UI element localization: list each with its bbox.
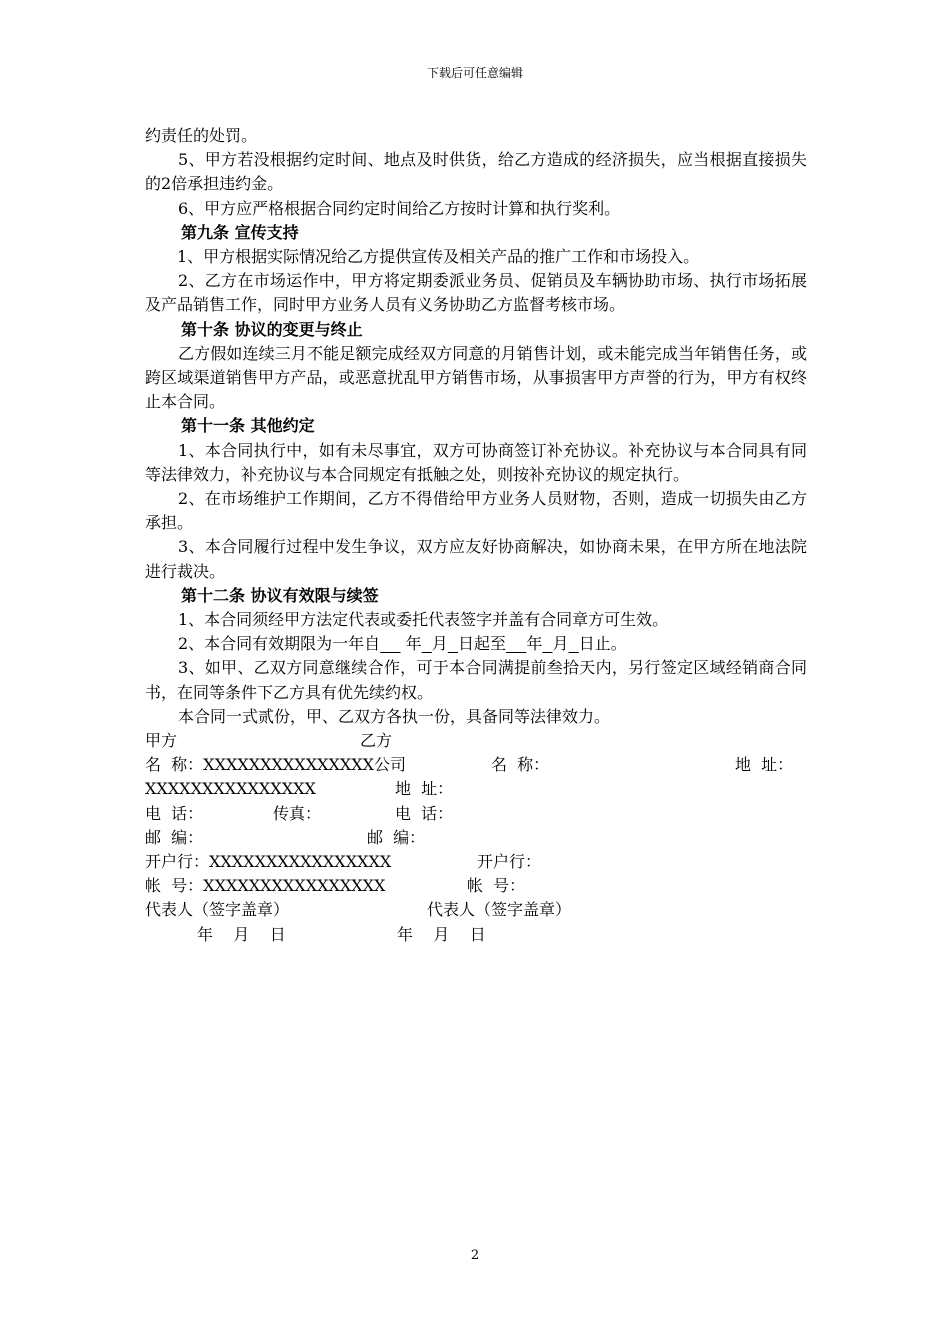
clause-12-2 [145,632,807,656]
date-row [145,923,807,947]
party-a-address-label: 地 址： [735,755,794,775]
document-body [145,124,807,947]
page-header: 下载后可任意编辑 [426,66,523,80]
party-a-fax-label: 传真： [273,803,322,823]
party-b-account-label: 帐 号： [467,876,526,896]
party-a-address: XXXXXXXXXXXXXXX [145,779,316,799]
clause-12-2-text: 年 [400,634,422,654]
party-a-account: 帐 号：XXXXXXXXXXXXXXXX [145,876,386,896]
article-12-title: 第十二条 协议有效限与续签 [181,585,379,605]
address-row [145,777,807,801]
clause-9-2: 2、乙方在市场运作中，甲方将定期委派业务员、促销员及车辆协助市场、执行市场拓展及产品销售工作，同时甲方业务人员有义务协助乙方监督考核市场。 [145,271,807,315]
clause-12-3: 3、如甲、乙双方同意继续合作，可于本合同满提前叁拾天内，另行签定区域经销商合同书，在同等条件下乙方具有优先续约权。 [145,658,807,702]
party-b-phone-label: 电 话： [395,803,454,823]
bank-row [145,850,807,874]
party-a-date: 年 月 日 [197,924,286,944]
clause-11-3: 3、本合同履行过程中发生争议，双方应友好协商解决，如协商未果，在甲方所在地法院进行裁决。 [145,537,807,581]
party-a-phone-label: 电 话： [145,803,204,823]
blank-start-year [380,634,400,653]
party-a-zip-label: 邮 编： [145,827,204,847]
party-b-name: 名 称： [491,755,550,775]
party-a-bank: 开户行：XXXXXXXXXXXXXXXX [145,852,392,872]
clause-12-2-text: 2、本合同有效期限为一年自 [178,634,381,654]
clause-12-1: 1、本合同须经甲方法定代表或委托代表签字并盖有合同章方可生效。 [178,610,669,630]
blank-end-month [542,634,552,653]
article-10-title: 第十条 协议的变更与终止 [181,319,363,339]
blank-end-day [569,634,579,653]
blank-start-month [422,634,432,653]
blank-end-year [506,634,526,653]
clause-8-6: 6、甲方应严格根据合同约定时间给乙方按时计算和执行奖利。 [178,198,621,218]
closing-statement: 本合同一式贰份，甲、乙双方各执一份，具备同等法律效力。 [178,706,611,726]
party-a-name: 名 称：XXXXXXXXXXXXXXX公司 [145,755,407,775]
phone-row [145,802,807,826]
party-row [145,729,807,753]
name-row [145,753,807,777]
party-a-label: 甲方 [145,731,178,751]
party-b-zip-label: 邮 编： [367,827,426,847]
clause-12-2-text: 日起至 [457,634,506,654]
party-b-date: 年 月 日 [397,924,486,944]
page-number: 2 [470,1248,480,1263]
party-b-address-label: 地 址： [395,779,454,799]
clause-12-2-text: 年 [526,634,543,654]
clause-12-2-text: 月 [552,634,569,654]
clause-12-2-text: 月 [431,634,448,654]
blank-start-day [448,634,458,653]
signature-block [145,729,807,947]
paragraph-continuation: 约责任的处罚。 [145,126,258,145]
party-a-representative: 代表人（签字盖章） [145,900,290,920]
clause-10-1: 乙方假如连续三月不能足额完成经双方同意的月销售计划，或未能完成当年销售任务，或跨区域渠道销售甲方产品，或恶意扰乱甲方销售市场，从事损害甲方声誉的行为，甲方有权终止本合同。 [145,343,807,412]
representative-row [145,898,807,922]
clause-12-2-text: 日止。 [578,634,627,654]
article-11-title: 第十一条 其他约定 [181,416,315,436]
clause-9-1: 1、甲方根据实际情况给乙方提供宣传及相关产品的推广工作和市场投入。 [177,247,700,267]
zip-row [145,826,807,850]
clause-11-2: 2、在市场维护工作期间，乙方不得借给甲方业务人员财物，否则，造成一切损失由乙方承担。 [145,489,807,533]
account-row [145,874,807,898]
clause-11-1: 1、本合同执行中，如有未尽事宜，双方可协商签订补充协议。补充协议与本合同具有同等法律效力，补充协议与本合同规定有抵触之处，则按补充协议的规定执行。 [145,440,807,484]
party-b-bank-label: 开户行： [477,852,542,872]
party-b-label: 乙方 [360,731,393,751]
article-9-title: 第九条 宣传支持 [181,222,299,242]
clause-8-5: 5、甲方若没根据约定时间、地点及时供货，给乙方造成的经济损失，应当根据直接损失的2倍承担违约金。 [145,150,807,194]
party-b-representative: 代表人（签字盖章） [427,900,572,920]
